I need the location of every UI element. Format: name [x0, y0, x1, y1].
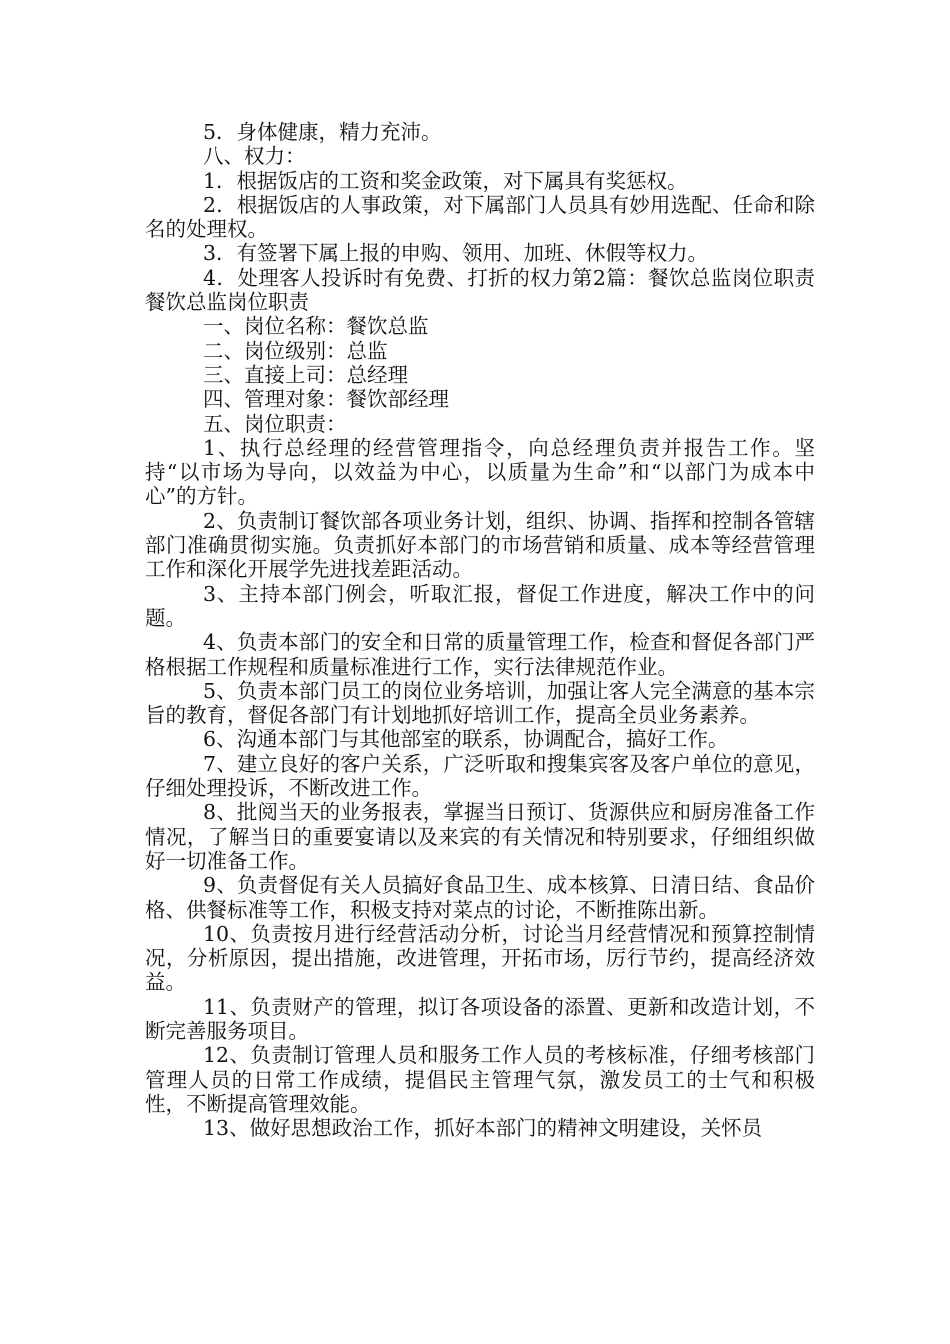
paragraph: 3．有签署下属上报的申购、领用、加班、休假等权力。: [203, 241, 709, 266]
duty-item: 3、主持本部门例会，听取汇报，督促工作进度，解决工作中的问题。: [145, 581, 815, 630]
duty-item: 5、负责本部门员工的岗位业务培训，加强让客人完全满意的基本宗旨的教育，督促各部门有计划地抓好培训工作，提高全员业务素养。: [145, 678, 815, 728]
section-heading: 三、直接上司：总经理: [203, 362, 408, 387]
document-page: [145, 120, 815, 1140]
section-heading: 五、岗位职责：: [203, 411, 347, 436]
duty-item: 4、负责本部门的安全和日常的质量管理工作，检查和督促各部门严格根据工作规程和质量标准进行工作，实行法律规范作业。: [145, 630, 815, 679]
duty-item: 1、执行总经理的经营管理指令，向总经理负责并报告工作。坚持“以市场为导向，以效益为中心，以质量为生命”和“以部门为成本中心”的方针。: [145, 435, 815, 509]
duty-item: 7、建立良好的客户关系，广泛听取和搜集宾客及客户单位的意见，仔细处理投诉，不断改进工作。: [145, 751, 815, 801]
section-heading: 二、岗位级别：总监: [203, 338, 388, 363]
paragraph: 5．身体健康，精力充沛。: [203, 120, 442, 144]
paragraph: 2．根据饭店的人事政策，对下属部门人员具有妙用选配、任命和除名的处理权。: [145, 192, 815, 242]
duty-item: 12、负责制订管理人员和服务工作人员的考核标准，仔细考核部门管理人员的日常工作成绩，提倡民主管理气氛，激发员工的士气和积极性，不断提高管理效能。: [145, 1043, 815, 1116]
section-heading: 八、权力：: [203, 144, 306, 169]
section-heading: 一、岗位名称：餐饮总监: [203, 314, 429, 339]
duty-item: 8、批阅当天的业务报表，掌握当日预订、货源供应和厨房准备工作情况，了解当日的重要宴请以及来宾的有关情况和特别要求，仔细组织做好一切准备工作。: [145, 800, 815, 873]
paragraph: 1．根据饭店的工资和奖金政策，对下属具有奖惩权。: [203, 168, 688, 193]
section-heading: 四、管理对象：餐饮部经理: [203, 387, 449, 412]
duty-item: 6、沟通本部门与其他部室的联系，协调配合，搞好工作。: [203, 727, 729, 752]
duty-item: 9、负责督促有关人员搞好食品卫生、成本核算、日清日结、食品价格、供餐标准等工作，积极支持对菜点的讨论，不断推陈出新。: [145, 873, 815, 922]
duty-item: 2、负责制订餐饮部各项业务计划，组织、协调、指挥和控制各管辖部门准确贯彻实施。负责抓好本部门的市场营销和质量、成本等经营管理工作和深化开展学先进找差距活动。: [145, 508, 815, 582]
duty-item: 13、做好思想政治工作，抓好本部门的精神文明建设，关怀员: [203, 1116, 763, 1141]
duty-item: 10、负责按月进行经营活动分析，讨论当月经营情况和预算控制情况，分析原因，提出措施，改进管理，开拓市场，厉行节约，提高经济效益。: [145, 921, 815, 995]
paragraph: 4．处理客人投诉时有免费、打折的权力第2篇：餐饮总监岗位职责餐饮总监岗位职责: [145, 265, 815, 315]
duty-item: 11、负责财产的管理，拟订各项设备的添置、更新和改造计划，不断完善服务项目。: [145, 994, 815, 1043]
